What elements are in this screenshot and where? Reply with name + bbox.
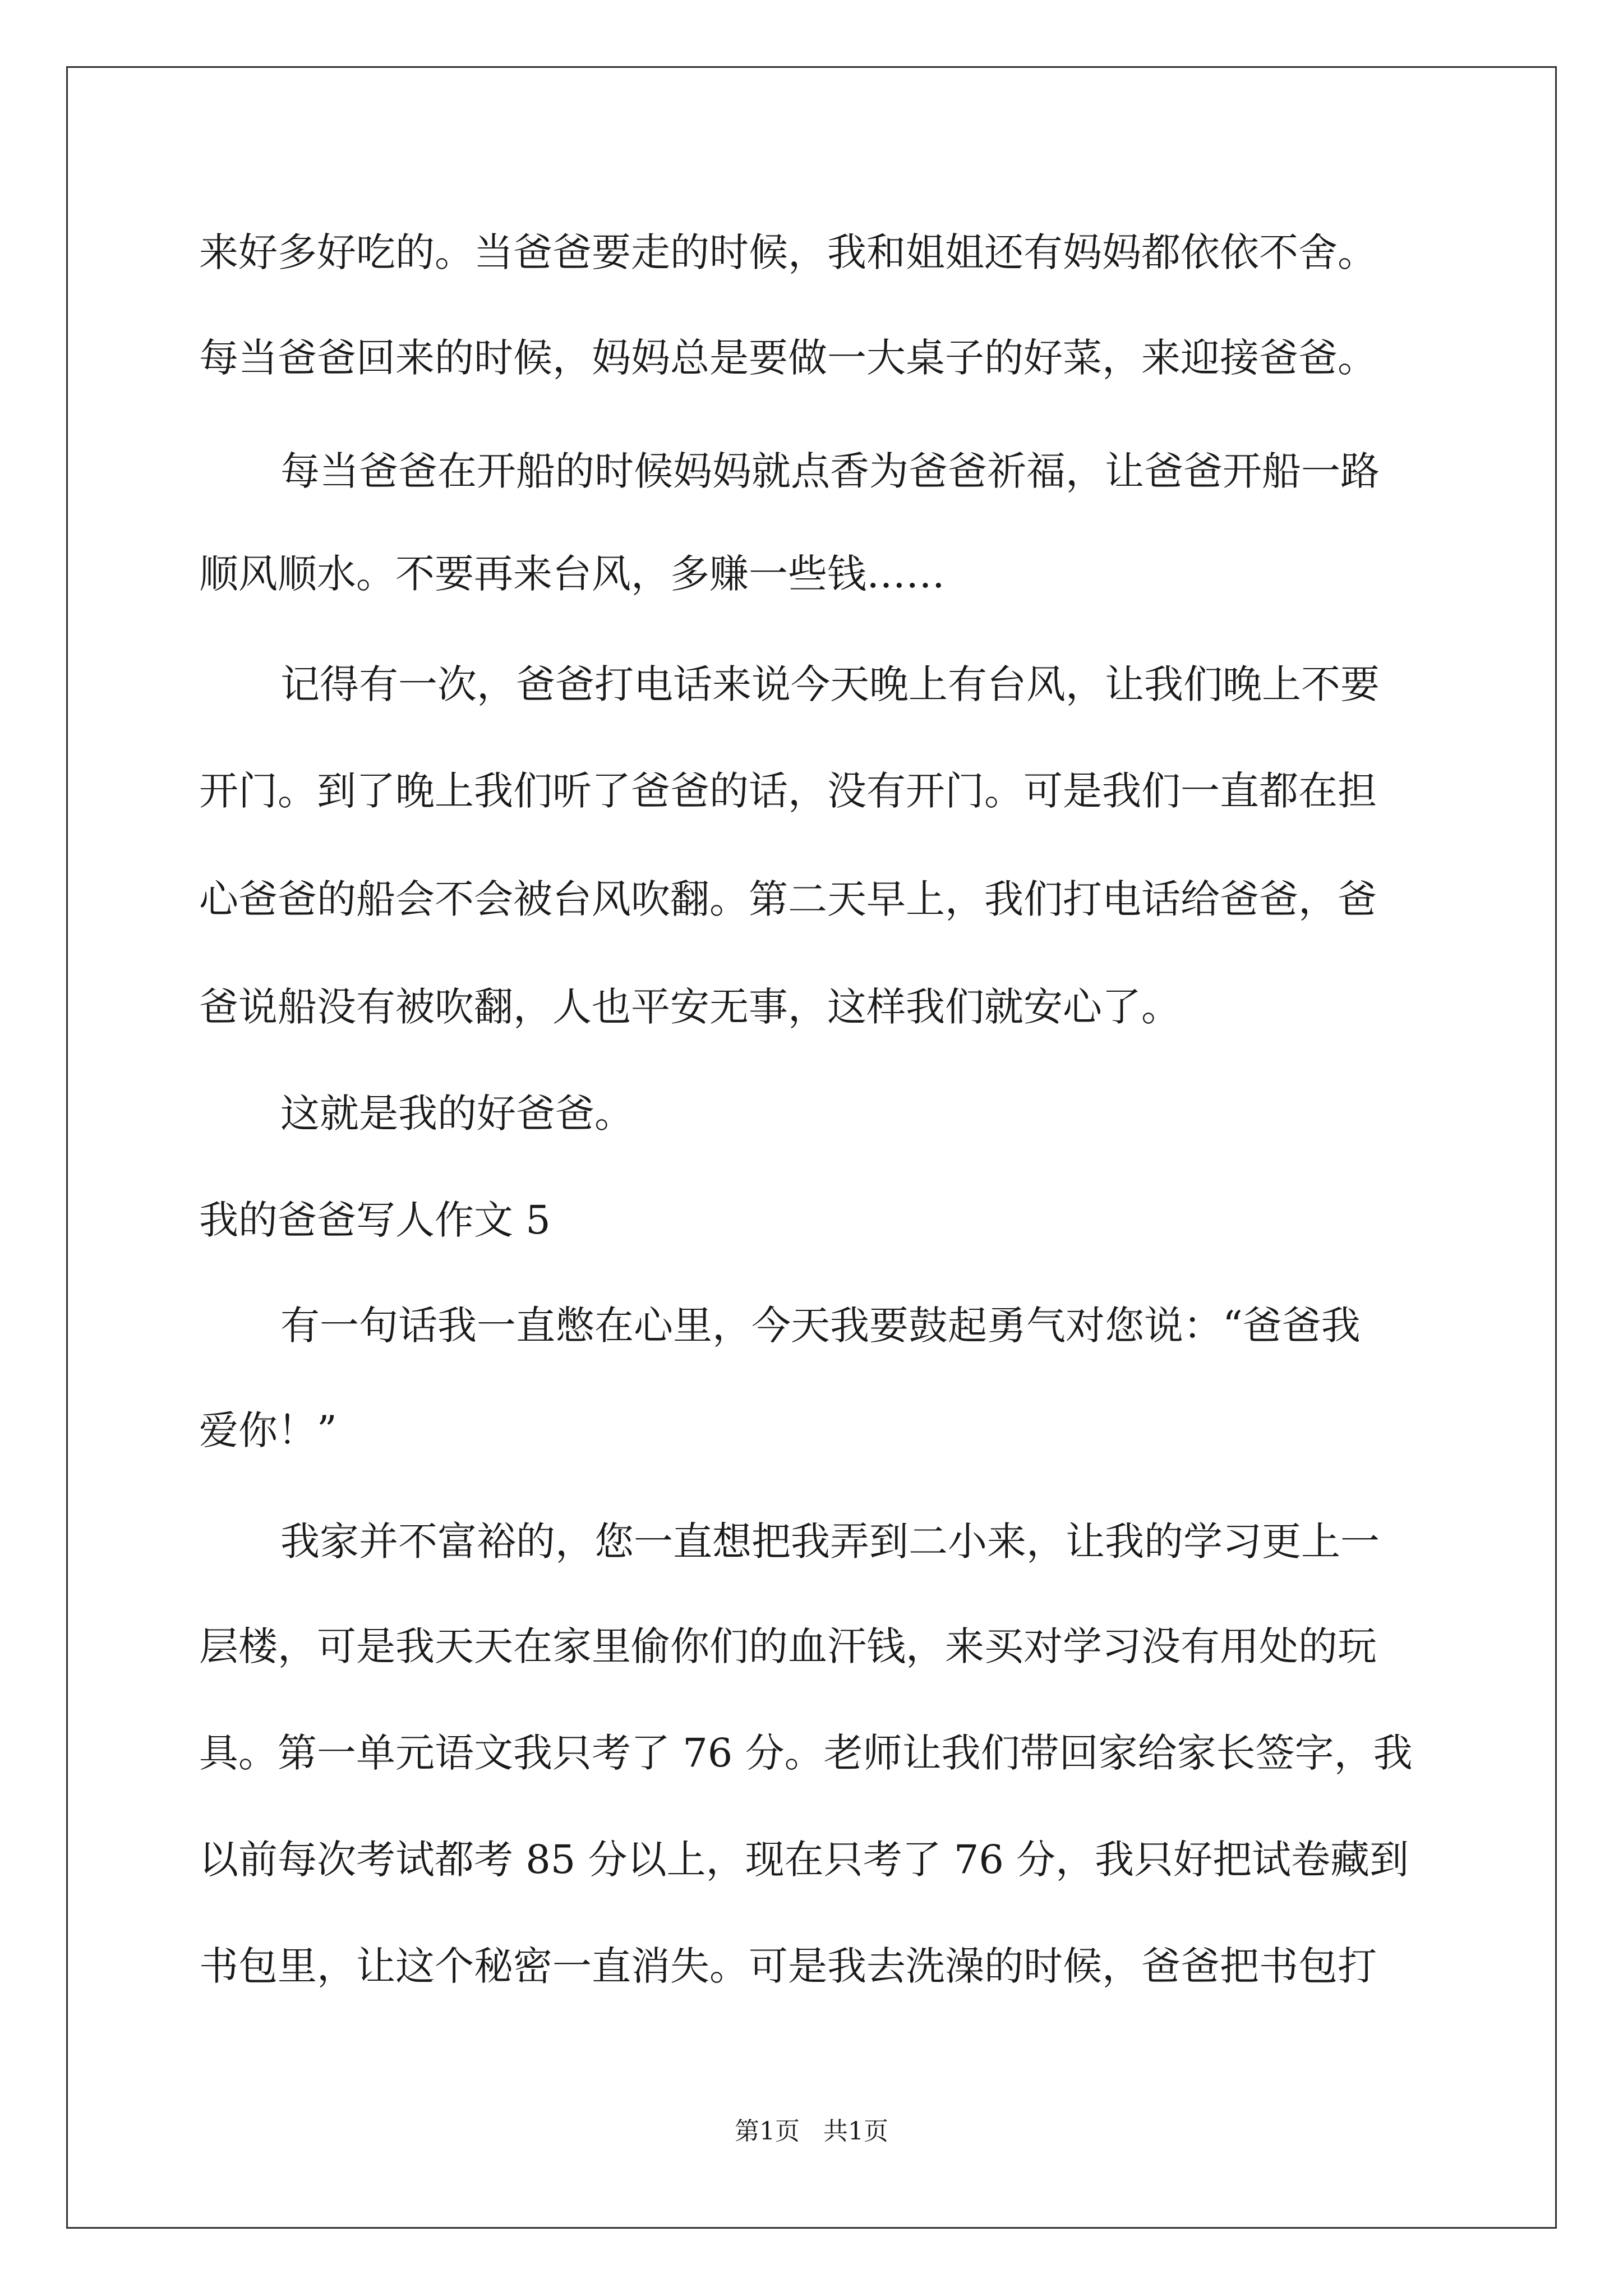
text-line-4: 顺风顺水。不要再来台风，多赚一些钱…… bbox=[199, 551, 945, 597]
text-line-6: 开门。到了晚上我们听了爸爸的话，没有开门。可是我们一直都在担 bbox=[199, 768, 1377, 814]
section-heading: 我的爸爸写人作文 5 bbox=[199, 1197, 551, 1243]
page-border bbox=[66, 66, 1557, 2229]
text-line-16: 以前每次考试都考 85 分以上，现在只考了 76 分，我只好把试卷藏到 bbox=[199, 1837, 1409, 1883]
text-line-14: 层楼，可是我天天在家里偷你们的血汗钱，来买对学习没有用处的玩 bbox=[199, 1623, 1377, 1669]
text-line-2: 每当爸爸回来的时候，妈妈总是要做一大桌子的好菜，来迎接爸爸。 bbox=[199, 335, 1377, 381]
text-line-8: 爸说船没有被吹翻，人也平安无事，这样我们就安心了。 bbox=[199, 984, 1181, 1030]
text-line-17: 书包里，让这个秘密一直消失。可是我去洗澡的时候，爸爸把书包打 bbox=[199, 1943, 1377, 1989]
text-line-5: 记得有一次，爸爸打电话来说今天晚上有台风，让我们晚上不要 bbox=[280, 661, 1380, 707]
text-line-15: 具。第一单元语文我只考了 76 分。老师让我们带回家给家长签字，我 bbox=[199, 1730, 1413, 1776]
page-footer: 第1页 共1页 bbox=[735, 2117, 888, 2146]
text-line-13: 我家并不富裕的，您一直想把我弄到二小来，让我的学习更上一 bbox=[280, 1519, 1380, 1565]
text-line-9: 这就是我的好爸爸。 bbox=[280, 1091, 634, 1137]
text-line-7: 心爸爸的船会不会被台风吹翻。第二天早上，我们打电话给爸爸，爸 bbox=[199, 876, 1377, 922]
text-line-1: 来好多好吃的。当爸爸要走的时候，我和姐姐还有妈妈都依依不舍。 bbox=[199, 229, 1377, 275]
text-line-11: 有一句话我一直憋在心里，今天我要鼓起勇气对您说：“爸爸我 bbox=[280, 1303, 1361, 1349]
text-line-12: 爱你！” bbox=[199, 1407, 337, 1453]
text-line-3: 每当爸爸在开船的时候妈妈就点香为爸爸祈福，让爸爸开船一路 bbox=[280, 448, 1380, 494]
